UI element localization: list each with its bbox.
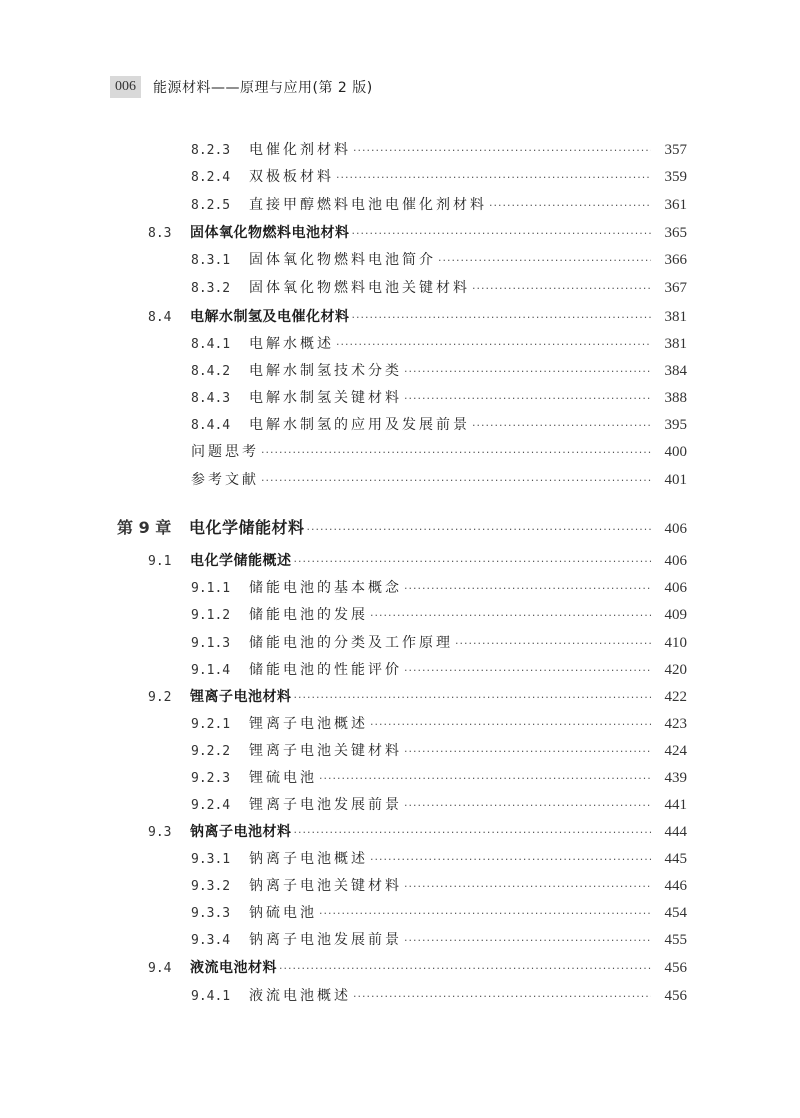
- toc-page: 357: [664, 142, 687, 158]
- toc-entry-8-4-1[interactable]: [191, 331, 687, 358]
- toc-title: 固体氧化物燃料电池简介: [249, 252, 436, 268]
- toc-page: 456: [664, 988, 687, 1004]
- dot-leader: [472, 275, 651, 302]
- dot-leader: [307, 516, 651, 543]
- toc-page: 395: [664, 417, 687, 433]
- dot-leader: [294, 684, 652, 711]
- dot-leader: [279, 955, 651, 982]
- toc-number: 9.2: [148, 690, 172, 705]
- toc-number: 8.2.5: [191, 198, 231, 213]
- toc-entry-9-4-1[interactable]: [191, 983, 687, 1010]
- toc-number: 9.3: [148, 825, 172, 840]
- dot-leader: [404, 873, 651, 900]
- toc-entry-8-4-4[interactable]: [191, 412, 687, 439]
- toc-number: 9.2.3: [191, 771, 231, 786]
- toc-entry-9-3-4[interactable]: [191, 927, 687, 954]
- toc-number: 8.3.2: [191, 281, 231, 296]
- toc-page: 381: [664, 309, 687, 325]
- toc-number: 8.4.1: [191, 337, 231, 352]
- toc-title: 储能电池的分类及工作原理: [249, 635, 453, 651]
- toc-entry-8-3-1[interactable]: [191, 247, 687, 274]
- dot-leader: [438, 247, 651, 274]
- toc-entry-9-2-1[interactable]: [191, 711, 687, 738]
- dot-leader: [404, 385, 651, 412]
- dot-leader: [489, 192, 651, 219]
- toc-title: 锂离子电池发展前景: [249, 797, 402, 813]
- toc-number: 9.1.1: [191, 581, 231, 596]
- dot-leader: [370, 846, 651, 873]
- toc-entry-chapter-9[interactable]: [117, 514, 687, 541]
- toc-title: 储能电池的基本概念: [249, 580, 402, 596]
- toc-entry-8-2-4[interactable]: [191, 164, 687, 191]
- toc-page: 439: [664, 770, 687, 786]
- toc-entry-9-1-3[interactable]: [191, 630, 687, 657]
- toc-entry-9-1[interactable]: [148, 548, 687, 575]
- toc-page: 401: [664, 472, 687, 488]
- toc-page: 366: [664, 252, 687, 268]
- toc-page: 454: [664, 905, 687, 921]
- toc-title: 直接甲醇燃料电池电催化剂材料: [249, 197, 487, 213]
- dot-leader: [294, 548, 652, 575]
- page-number: 006: [110, 76, 141, 98]
- toc-page: 406: [664, 553, 687, 569]
- toc-number: 9.3.3: [191, 906, 231, 921]
- toc-page: 406: [664, 521, 687, 537]
- toc-number: 8.4.3: [191, 391, 231, 406]
- toc-entry-8-3-2[interactable]: [191, 275, 687, 302]
- dot-leader: [404, 738, 651, 765]
- toc-title: 电催化剂材料: [249, 142, 351, 158]
- toc-number: 8.4.4: [191, 418, 231, 433]
- dot-leader: [353, 983, 651, 1010]
- toc-page: 420: [664, 662, 687, 678]
- toc-page: 361: [664, 197, 687, 213]
- toc-number: 9.1.4: [191, 663, 231, 678]
- dot-leader: [370, 602, 651, 629]
- toc-title: 钠离子电池概述: [249, 851, 368, 867]
- toc-title: 储能电池的性能评价: [249, 662, 402, 678]
- toc-entry-9-2-2[interactable]: [191, 738, 687, 765]
- toc-title: 电解水制氢技术分类: [249, 363, 402, 379]
- chapter-number: 第 9 章: [117, 518, 172, 537]
- toc-number: 9.2.2: [191, 744, 231, 759]
- toc-title: 储能电池的发展: [249, 607, 368, 623]
- toc-entry-9-4[interactable]: [148, 955, 687, 982]
- toc-page: 424: [664, 743, 687, 759]
- toc-page: 446: [664, 878, 687, 894]
- toc-title: 电化学储能概述: [190, 553, 292, 569]
- toc-page: 400: [664, 444, 687, 460]
- dot-leader: [294, 819, 652, 846]
- toc-entry-references[interactable]: [191, 467, 687, 494]
- dot-leader: [319, 900, 651, 927]
- toc-title: 锂离子电池材料: [190, 689, 292, 705]
- dot-leader: [370, 711, 651, 738]
- toc-title: 钠硫电池: [249, 905, 317, 921]
- toc-number: 8.4: [148, 310, 172, 325]
- dot-leader: [319, 765, 651, 792]
- toc-entry-questions[interactable]: [191, 439, 687, 466]
- toc-entry-8-2-3[interactable]: [191, 137, 687, 164]
- toc-page: 444: [664, 824, 687, 840]
- toc-entry-9-2[interactable]: [148, 684, 687, 711]
- toc-entry-9-1-4[interactable]: [191, 657, 687, 684]
- toc-page: 410: [664, 635, 687, 651]
- toc-number: 9.2.4: [191, 798, 231, 813]
- toc-title: 电解水制氢的应用及发展前景: [249, 417, 470, 433]
- dot-leader: [336, 164, 651, 191]
- toc-title: 固体氧化物燃料电池材料: [190, 225, 350, 241]
- toc-title: 电解水制氢关键材料: [249, 390, 402, 406]
- dot-leader: [352, 220, 652, 247]
- dot-leader: [404, 792, 651, 819]
- toc-title: 钠离子电池材料: [190, 824, 292, 840]
- toc-number: 9.1: [148, 554, 172, 569]
- toc-title: 钠离子电池关键材料: [249, 878, 402, 894]
- toc-number: 8.4.2: [191, 364, 231, 379]
- toc-entry-8-4[interactable]: [148, 304, 687, 331]
- dot-leader: [404, 657, 651, 684]
- dot-leader: [261, 467, 651, 494]
- toc-number: 9.3.1: [191, 852, 231, 867]
- toc-number: 8.3.1: [191, 253, 231, 268]
- toc-title: 锂离子电池概述: [249, 716, 368, 732]
- toc-entry-9-1-2[interactable]: [191, 602, 687, 629]
- toc-number: 9.2.1: [191, 717, 231, 732]
- toc-page: 409: [664, 607, 687, 623]
- toc-title: 锂硫电池: [249, 770, 317, 786]
- toc-title: 钠离子电池发展前景: [249, 932, 402, 948]
- toc-number: 9.4.1: [191, 989, 231, 1004]
- toc-page: 365: [664, 225, 687, 241]
- book-title: 能源材料——原理与应用(第 2 版): [153, 80, 373, 96]
- dot-leader: [455, 630, 651, 657]
- dot-leader: [353, 137, 651, 164]
- toc-page: 441: [664, 797, 687, 813]
- toc-page: 423: [664, 716, 687, 732]
- toc-title: 电解水制氢及电催化材料: [190, 309, 350, 325]
- toc-entry-8-4-2[interactable]: [191, 358, 687, 385]
- dot-leader: [472, 412, 651, 439]
- chapter-title: 电化学储能材料: [189, 518, 305, 537]
- toc-title: 双极板材料: [249, 169, 334, 185]
- toc-entry-8-3[interactable]: [148, 220, 687, 247]
- toc-page: 381: [664, 336, 687, 352]
- toc-title: 液流电池材料: [190, 960, 277, 976]
- toc-title: 问题思考: [191, 444, 259, 460]
- toc-entry-8-2-5[interactable]: [191, 192, 687, 219]
- toc-number: 8.3: [148, 226, 172, 241]
- toc-title: 固体氧化物燃料电池关键材料: [249, 280, 470, 296]
- toc-title: 电解水概述: [249, 336, 334, 352]
- toc-entry-9-2-3[interactable]: [191, 765, 687, 792]
- toc-page: 384: [664, 363, 687, 379]
- dot-leader: [404, 927, 651, 954]
- toc-entry-8-4-3[interactable]: [191, 385, 687, 412]
- toc-entry-9-3-2[interactable]: [191, 873, 687, 900]
- toc-number: 9.3.4: [191, 933, 231, 948]
- toc-page: 359: [664, 169, 687, 185]
- toc-title: 液流电池概述: [249, 988, 351, 1004]
- dot-leader: [352, 304, 652, 331]
- toc-number: 9.1.3: [191, 636, 231, 651]
- toc-number: 9.3.2: [191, 879, 231, 894]
- toc-page: 456: [664, 960, 687, 976]
- toc-page: 367: [664, 280, 687, 296]
- toc-page: 388: [664, 390, 687, 406]
- dot-leader: [261, 439, 651, 466]
- toc-entry-9-3[interactable]: [148, 819, 687, 846]
- toc-title: 参考文献: [191, 472, 259, 488]
- toc-page: 445: [664, 851, 687, 867]
- toc-number: 9.4: [148, 961, 172, 976]
- toc-title: 锂离子电池关键材料: [249, 743, 402, 759]
- toc-number: 9.1.2: [191, 608, 231, 623]
- toc-page: 406: [664, 580, 687, 596]
- dot-leader: [404, 575, 651, 602]
- toc-number: 8.2.4: [191, 170, 231, 185]
- toc-page: 422: [664, 689, 687, 705]
- running-header: [110, 74, 373, 100]
- toc-page: 455: [664, 932, 687, 948]
- toc-entry-9-3-1[interactable]: [191, 846, 687, 873]
- toc-entry-9-1-1[interactable]: [191, 575, 687, 602]
- toc-entry-9-2-4[interactable]: [191, 792, 687, 819]
- toc-number: 8.2.3: [191, 143, 231, 158]
- dot-leader: [404, 358, 651, 385]
- dot-leader: [336, 331, 651, 358]
- toc-entry-9-3-3[interactable]: [191, 900, 687, 927]
